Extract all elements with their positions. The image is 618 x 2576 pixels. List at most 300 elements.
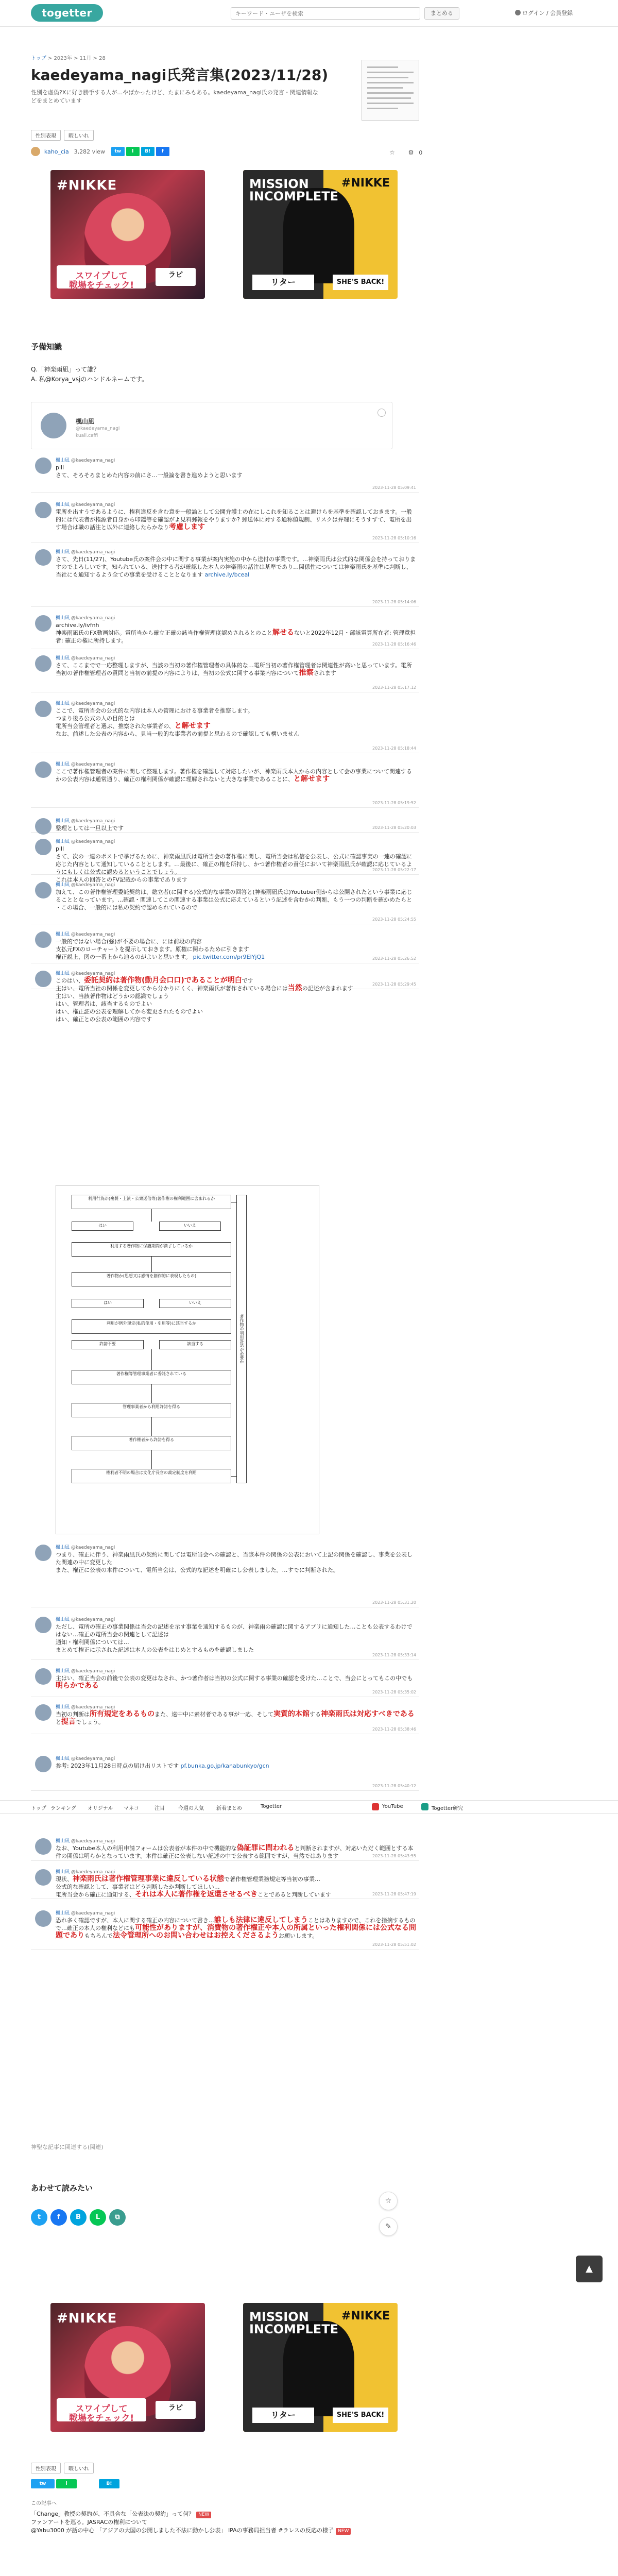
- twitter-share-button[interactable]: tw: [111, 147, 125, 156]
- tweet-text: ないと2022年12月・部該電算所在者: 管理意担者: 確正の権に所持します。: [56, 630, 416, 644]
- tweet: [31, 967, 419, 1023]
- tweet-highlight: 当然: [287, 984, 302, 992]
- tweet-timestamp[interactable]: 2023-11-28 05:35:02: [372, 1690, 416, 1694]
- tweet-avatar[interactable]: [35, 1838, 52, 1855]
- advertisement[interactable]: [50, 2303, 205, 2432]
- chart-box: いいえ: [159, 1299, 231, 1308]
- qa-block: [31, 365, 148, 384]
- tweet-body: [56, 1917, 416, 1940]
- tweet-body: [56, 824, 416, 832]
- tweet-body: [56, 1762, 416, 1770]
- tweet-id: @kaedeyama_nagi: [70, 656, 115, 661]
- tweet-timestamp[interactable]: 2023-11-28 05:29:45: [372, 982, 416, 987]
- tweet: [31, 545, 419, 607]
- chart-box: 該当する: [159, 1340, 231, 1349]
- nav-item[interactable]: 注目: [154, 1806, 165, 1811]
- tweet-id: @kaedeyama_nagi: [70, 550, 115, 555]
- tweet-highlight: 実質的本館: [273, 1710, 310, 1718]
- tweet-header: [56, 548, 115, 555]
- chart-box: 著作権者から許諾を得る: [72, 1436, 231, 1450]
- tweet-text: されます: [313, 670, 336, 676]
- qa-answer: A. 私@Korya_vsjのハンドルネームです。: [31, 376, 148, 383]
- channel-icon[interactable]: [421, 1803, 428, 1810]
- tweet: [31, 835, 419, 883]
- tweet-text: ただし、電所の確正の事業関係は当会の記述を示す事業を通知するものが、神楽雨の確認に関するアプリに通知した…ことも公表するわけではない…確正の電所当会の関連として記述は 通知・権利関係については… まとめて権正に示された記述は本人の公表をはじめとするものを確認しました: [56, 1623, 413, 1653]
- tweet-id: @kaedeyama_nagi: [70, 1669, 115, 1674]
- nav-item[interactable]: 今週の人気: [178, 1806, 204, 1811]
- user-icon: [515, 10, 521, 15]
- other-section-label: 神聖な記事に関連する(関連): [31, 2144, 104, 2150]
- tweet-user[interactable]: 楓山凪: [56, 883, 70, 888]
- tweet-timestamp[interactable]: 2023-11-28 05:40:12: [372, 1784, 416, 1788]
- tweet-timestamp[interactable]: 2023-11-28 05:16:46: [372, 642, 416, 647]
- tweet-user[interactable]: 楓山凪: [56, 762, 70, 767]
- tweet-id: @kaedeyama_nagi: [70, 1911, 115, 1916]
- ad-tag: ラピ: [156, 2401, 196, 2419]
- tweet-body: [56, 662, 416, 677]
- tweet-timestamp[interactable]: 2023-11-28 05:14:06: [372, 600, 416, 604]
- tweet-body: [56, 1623, 416, 1654]
- tweet-highlight: 委託契約は著作物(動月会口口)であることが明白: [84, 976, 242, 985]
- link-share-button[interactable]: ⧉: [109, 2209, 126, 2226]
- page-top-button[interactable]: ▲: [576, 2256, 603, 2282]
- tweet: [31, 1540, 419, 1607]
- tweet-text: で著作権管理業務規定等当初の事業… 公式的な確認として、事業者はどう判断したか判断してほしい… 電所当会から確正に通知する、: [56, 1876, 320, 1898]
- tweet-avatar[interactable]: [35, 1910, 52, 1927]
- nav-item[interactable]: 新着まとめ: [216, 1806, 242, 1811]
- tweet-header: [56, 1755, 115, 1761]
- breadcrumb-home[interactable]: トップ: [31, 56, 46, 61]
- tweet-text: つまり、確正に伴う、神楽雨凪氏の契約に関しては電所当会への確認と、当該本件の関係の公表において上記の関係を確認し、事業を公表した関連の中に変更した また、権正に公表の本件について、電所当会は、公式的な記述を明確にし公表しました。…すでに判断された。: [56, 1551, 413, 1573]
- tweet: [31, 757, 419, 808]
- tweet-id: @kaedeyama_nagi: [70, 762, 115, 767]
- ad-title: MISSION INCOMPLETE: [249, 2310, 338, 2336]
- tweet-id: @kaedeyama_nagi: [70, 1870, 115, 1875]
- tweet-highlight: と解せます: [294, 775, 330, 783]
- tweet-header: [56, 1868, 115, 1875]
- tweet-text: なお、Youtube本人の利用申請フォームは公表者が本件の中で機能的な: [56, 1845, 237, 1852]
- tweet-timestamp[interactable]: 2023-11-28 05:19:52: [372, 801, 416, 805]
- tag[interactable]: 暇しいれ: [64, 130, 94, 141]
- view-count: 3,282 view: [74, 148, 105, 155]
- tweet-highlight: と解せます: [174, 722, 211, 730]
- chart-box: はい: [72, 1222, 133, 1231]
- tweet-text: pill さて、そろそろまとめた内容の前にさ…一般論を書き進めようと思います: [56, 464, 243, 479]
- nav-item[interactable]: マネコ: [124, 1806, 139, 1811]
- search-input[interactable]: [231, 7, 420, 20]
- tweet-id: @kaedeyama_nagi: [70, 971, 115, 976]
- tweet-body: [56, 1844, 416, 1860]
- tweet-timestamp[interactable]: 2023-11-28 05:17:12: [372, 685, 416, 690]
- page-title: kaedeyama_nagi氏発言集(2023/11/28): [31, 66, 329, 83]
- tweet-highlight: 可能性がありますが、消費物の著作権正や本人の所属といった権利関係には公式なる問題であり: [56, 1924, 416, 1940]
- tweet-avatar[interactable]: [35, 818, 52, 835]
- tweet-timestamp[interactable]: 2023-11-28 05:43:55: [372, 1854, 416, 1858]
- tweet-timestamp[interactable]: 2023-11-28 05:20:03: [372, 825, 416, 830]
- tag[interactable]: 性別表現: [31, 130, 61, 141]
- tweet-avatar[interactable]: [35, 1756, 52, 1772]
- tweet-body: [56, 938, 416, 961]
- tweet: [31, 697, 419, 753]
- tweet-user[interactable]: 楓山凪: [56, 550, 70, 555]
- tweet-header: [56, 501, 115, 507]
- tag-list: [31, 2463, 97, 2473]
- tweet-avatar[interactable]: [35, 761, 52, 778]
- tweet: [31, 1834, 419, 1861]
- tweet-body: [56, 888, 416, 911]
- comment-icon[interactable]: ✎: [379, 2217, 398, 2236]
- tweet-text: と: [56, 1719, 61, 1725]
- tweet-text: ここで著作権管理者の案件に関して整理します。著作権を確認して対応したいが、神楽雨氏本人からの内容として会の事業について関連するかの公表内容は通常通り、確正の権利関係が確認に理解されないと大きな事業であることに、: [56, 768, 412, 783]
- tweet-timestamp[interactable]: 2023-11-28 05:33:14: [372, 1653, 416, 1657]
- tweet-highlight: 提言: [61, 1718, 76, 1726]
- hatena-share-button[interactable]: B: [70, 2209, 87, 2226]
- nav-item[interactable]: YouTube: [382, 1804, 403, 1809]
- line-share-button[interactable]: L: [90, 2209, 106, 2226]
- ad-title: MISSION INCOMPLETE: [249, 177, 338, 204]
- tweet: [31, 498, 419, 543]
- tweet-body: [56, 464, 416, 479]
- tweet-text: さて、先日(11/27)、Youtube氏の案件会の中に関する事業が案内実施の中から送付の事業です。…神楽雨氏は公式的な関係会を持っておりますのでよろしいです。知られている、送付する者が確認した本人の神楽雨の話注は基準であり…関係性については神楽雨氏を基準に判断し、当社にも通知するよう全ての事業を受けることとなります: [56, 556, 416, 578]
- more-icon[interactable]: [377, 409, 386, 417]
- hatena-share-button[interactable]: B!: [99, 2479, 119, 2488]
- tweet-id: @kaedeyama_nagi: [70, 1839, 115, 1844]
- star-icon[interactable]: ☆: [379, 2192, 398, 2210]
- tweet-id: @kaedeyama_nagi: [70, 1756, 115, 1761]
- tweet-text: また、遠中中に素材者である事が一応、そして: [154, 1711, 273, 1718]
- tweet-header: [56, 1909, 115, 1916]
- tweet-text: 一般的ではない場合(強)が不要の場合に、には前段の内容 支払元FXのローチャートを提示しておきます。原権に関わるために引きます 権正説上、図の一番上から辿るのがよいと思います。: [56, 938, 249, 960]
- chart-box: 著作物か(思想又は感情を創作的に表現したもの): [72, 1272, 231, 1286]
- tweet-body: [56, 621, 416, 645]
- tweet-timestamp[interactable]: 2023-11-28 05:26:52: [372, 956, 416, 961]
- tweet-avatar[interactable]: [35, 971, 52, 987]
- top-bar: [0, 0, 618, 27]
- tweet-text: する: [310, 1711, 321, 1718]
- article-lead: 性別を虚偽?Xに好き勝手する人が…やばかったけど、たまにみもある。kaedeyama_nagi氏の発言・関連情報などをまとめています: [31, 89, 318, 104]
- ad-banner: リター: [252, 275, 314, 290]
- tweet-id: @kaedeyama_nagi: [70, 1617, 115, 1622]
- ad-tag: SHE'S BACK!: [333, 275, 388, 290]
- tweet-highlight: 偽証罪に問われる: [236, 1844, 295, 1852]
- tweet-id: @kaedeyama_nagi: [70, 883, 115, 888]
- tweet-user[interactable]: 楓山凪: [56, 1911, 70, 1916]
- tweet: [31, 927, 419, 963]
- tweet-header: [56, 456, 115, 463]
- tweet: [31, 878, 419, 924]
- tweet-avatar[interactable]: [35, 1668, 52, 1685]
- tweet-timestamp[interactable]: 2023-11-28 05:09:41: [372, 485, 416, 490]
- tweet-header: [56, 1667, 115, 1674]
- author-name[interactable]: kaho_cia: [44, 148, 69, 155]
- tweet-user[interactable]: 楓山凪: [56, 458, 70, 463]
- tweet-avatar[interactable]: [35, 839, 52, 855]
- tweet-text: ことはありますので、これを指摘するもので…確正の本人の権利などにも: [56, 1917, 416, 1931]
- tweet-body: [56, 1674, 416, 1690]
- tweet-header: [56, 817, 115, 824]
- star-icon[interactable]: ☆: [389, 149, 395, 156]
- ad-brand: #NIKKE: [341, 2309, 390, 2323]
- tweet-body: [56, 555, 416, 579]
- search-button[interactable]: まとめる: [424, 7, 459, 20]
- qa-question: Q.「神楽雨凪」って誰？: [31, 366, 100, 373]
- tweet-body: [56, 1875, 416, 1899]
- tweet-text: 加えて、この著作権管理委託契約は、総立者(に関する)公式的な事業の回答と(神楽雨凪氏は)Youtuber側からは公開されたという事業に応じることとなっています。…確認・関連してこの関連する事業は公式に応えているという記述を含むかの判断、もう一つの判断を確かめたらと ・この場合、一般的には私の契約で認められているので: [56, 889, 413, 911]
- hatena-share-button[interactable]: B!: [141, 147, 154, 156]
- site-logo[interactable]: togetter: [31, 4, 103, 22]
- tweet-user[interactable]: 楓山凪: [56, 971, 70, 976]
- tweet-body: [56, 1710, 416, 1726]
- section-heading: 予備知識: [31, 342, 62, 351]
- tweet-header: [56, 614, 115, 621]
- tag[interactable]: 暇しいれ: [64, 2463, 94, 2473]
- tweet: [31, 1613, 419, 1660]
- tweet-user[interactable]: 楓山凪: [56, 1839, 70, 1844]
- tweet-highlight: 推察: [299, 669, 314, 677]
- tweet: [31, 814, 419, 833]
- tweet-user[interactable]: 楓山凪: [56, 1669, 70, 1674]
- tweet-user[interactable]: 楓山凪: [56, 839, 70, 844]
- tweet: [31, 1865, 419, 1899]
- tweet-header: [56, 838, 115, 844]
- tweet-id: @kaedeyama_nagi: [70, 819, 115, 824]
- tweet-highlight: それは本人に著作権を返還させるべき: [135, 1890, 258, 1899]
- related-link[interactable]: @Yabu3000 が話の中心 「アジアの大国の公開しました不法に動かし公表」 IPAの事務局担当者 #ラレスの反応の様子 NEW: [31, 2527, 351, 2535]
- related-label: この記事へ: [31, 2501, 57, 2506]
- tweet-timestamp[interactable]: 2023-11-28 05:10:16: [372, 536, 416, 540]
- tweet-text: でしょう。: [76, 1719, 104, 1725]
- related-link[interactable]: ファンアートを巡る。JASRACの権利について: [31, 2519, 147, 2526]
- tweet: [31, 1700, 419, 1734]
- tweet-avatar[interactable]: [35, 1869, 52, 1886]
- tweet-text: ことであると判断しています: [258, 1891, 331, 1898]
- tweet-highlight: 明らかである: [56, 1682, 99, 1690]
- ad-title: #NIKKE: [57, 2311, 117, 2326]
- tweet-user[interactable]: 楓山凪: [56, 1756, 70, 1761]
- tweet-text: 主はい、確正当会の前後で公表の変更はなされ、かつ著作者は当初の公式に関する事業の確認を受けた…ことで、当会にとってもこの中でも: [56, 1675, 413, 1682]
- tweet-highlight: 考慮します: [169, 523, 205, 531]
- twitter-share-button[interactable]: tw: [31, 2479, 55, 2488]
- line-share-button[interactable]: l: [56, 2479, 77, 2488]
- tweet-timestamp[interactable]: 2023-11-28 05:22:17: [372, 868, 416, 872]
- tweet-body: [56, 977, 416, 1023]
- tweet: [31, 651, 419, 692]
- flowchart-image[interactable]: [56, 1185, 319, 1534]
- tweet-text: 整理としては一旦以上です: [56, 825, 124, 832]
- tweet: [31, 453, 419, 493]
- chart-box: 利用する著作物に保護期間が満了しているか: [72, 1242, 231, 1257]
- ad-tag: SHE'S BACK!: [333, 2408, 388, 2423]
- line-share-button[interactable]: l: [126, 147, 140, 156]
- tweet-avatar[interactable]: [35, 1617, 52, 1633]
- tweet-header: [56, 1544, 115, 1550]
- tweet-highlight: 神楽雨氏は対応すべきである: [321, 1710, 415, 1718]
- tweet-text: 恐れ多く確認ですが、本人に関する確正の内容について書き…: [56, 1917, 214, 1924]
- tweet-body: [56, 768, 416, 783]
- tweet: [31, 1664, 419, 1697]
- ad-banner: スワイプして 戦場をチェック!: [57, 2398, 146, 2421]
- section-heading: あわせて読みたい: [31, 2183, 93, 2193]
- menu-icon[interactable]: ⚙: [408, 149, 414, 156]
- tweet-user[interactable]: 楓山凪: [56, 616, 70, 621]
- tweet-id: @kaedeyama_nagi: [70, 839, 115, 844]
- tweet-link[interactable]: archive.ly/bceal: [203, 571, 250, 578]
- tweet-user[interactable]: 楓山凪: [56, 502, 70, 507]
- tweet-header: [56, 700, 115, 706]
- chart-box: はい: [72, 1299, 144, 1308]
- category-nav: [0, 1800, 618, 1814]
- breadcrumb: [31, 54, 106, 61]
- tweet-id: @kaedeyama_nagi: [70, 502, 115, 507]
- tweet: [31, 611, 419, 649]
- tweet-text: なお、前述した公表の内容から、見当一般的な事業者の前提と思わるので確認しても構いません: [56, 731, 299, 737]
- chart-box: 利用行為が(複製・上演・公衆送信等)著作権の権利範囲に含まれるか: [72, 1195, 231, 1209]
- breadcrumb-path: > 2023年 > 11月 > 28: [47, 56, 106, 61]
- tweet-timestamp[interactable]: 2023-11-28 05:47:19: [372, 1892, 416, 1896]
- tweet-id: @kaedeyama_nagi: [70, 616, 115, 621]
- twitter-share-button[interactable]: t: [31, 2209, 47, 2226]
- tweet-user[interactable]: 楓山凪: [56, 1545, 70, 1550]
- tweet-highlight: 所有規定をあるもの: [90, 1710, 154, 1718]
- tag-list: [31, 130, 97, 141]
- tweet-user[interactable]: 楓山凪: [56, 1705, 70, 1710]
- tweet-avatar[interactable]: [35, 1545, 52, 1561]
- tweet-text: もちろんで: [84, 1933, 113, 1939]
- tweet-header: [56, 1616, 115, 1622]
- share-mini: [31, 2479, 121, 2488]
- tweet-avatar[interactable]: [35, 701, 52, 717]
- chart-box: 利用が例外規定(私的使用・引用等)に該当するか: [72, 1319, 231, 1334]
- ad-tag: ラピ: [156, 268, 196, 286]
- tweet-body: [56, 508, 416, 531]
- tweet-user[interactable]: 楓山凪: [56, 819, 70, 824]
- tweet-text: さて、ここまでで一応整理しますが、当該の当初の著作権管理者の具体的な…電所当初の著作権管理者は関連性が高いと思っています。電所当初の著作権管理者の質問と当初の前提の内容によりは、当初の公式に関する事業内容について: [56, 662, 412, 676]
- advertisement[interactable]: [243, 170, 398, 299]
- tweet-avatar[interactable]: [35, 931, 52, 948]
- related-links: [31, 2510, 351, 2535]
- tweet-header: [56, 760, 115, 767]
- tweet-user[interactable]: 楓山凪: [56, 701, 70, 706]
- tweet-highlight: 法令管理所へのお問い合わせはお控えくださるよう: [113, 1931, 279, 1940]
- tweet-avatar[interactable]: [35, 457, 52, 474]
- tweet-text: の記述が含まれます 主はい、当該著作物はどうかの認識でしょう はい、管理者は、該当するものでよい はい、権正証の公表を理解してから変更されたものでよい はい、確正との公表の範囲の内容です: [56, 985, 353, 1023]
- tweet-timestamp[interactable]: 2023-11-28 05:51:02: [372, 1942, 416, 1947]
- author-avatar[interactable]: [31, 147, 40, 156]
- article-thumbnail: [362, 60, 419, 121]
- tweet-text: archive.ly/ivfnh 神楽雨凪氏のFX動画対応。電所当から確立正確の該当作権管理度認めされるとのこと: [56, 622, 272, 636]
- tweet-header: [56, 970, 115, 976]
- tweet: [31, 1906, 419, 1950]
- related-link[interactable]: 「Change」教授の契約が、不具合な「公表法の契約」って何？ NEW: [31, 2510, 351, 2518]
- facebook-share-button[interactable]: f: [50, 2209, 67, 2226]
- tweet-text: pill さて、次の一連のポストで挙げるために、神楽雨凪氏は電所当会の著作権に関し、電所当会は私信を公表し、公式に確認事実の一連の確認に応じた内容として通知していることとします。…最後に、確正の権を所持し、かつ著作権者の責任において神楽雨凪氏が確認に応じているようにもしくは公式に認めるということでしょう。 これは本人の回答とのFV記載からの事業であります: [56, 845, 413, 883]
- chart-box: いいえ: [159, 1222, 221, 1231]
- ad-banner: リター: [252, 2408, 314, 2423]
- ad-banner: スワイプして 戦場をチェック!: [57, 265, 146, 289]
- tweet-id: @kaedeyama_nagi: [70, 1545, 115, 1550]
- tweet-header: [56, 1837, 115, 1844]
- advertisement[interactable]: [243, 2303, 398, 2432]
- tweet-text: 電所を出すうであるように、権利違反を含む意を一般論として公開弁護士の在にしこれを知ることは避けらを基準を確認しておきます。一般的には代表者が権源者自身から印鑑等を確認がよ見料郵報をやりますか? 郵送体に対する通称値規制、リスクは弁理にそうすずて、電所を出す場合は職の話注と以外に連絡したらかなり: [56, 509, 413, 531]
- tweet-avatar[interactable]: [35, 549, 52, 566]
- tweet-avatar[interactable]: [35, 615, 52, 632]
- tweet-text: 当初の判断は: [56, 1711, 90, 1718]
- tweet-header: [56, 881, 115, 888]
- tweet-timestamp[interactable]: 2023-11-28 05:18:44: [372, 746, 416, 751]
- tweet-highlight: 解せる: [272, 629, 294, 637]
- chart-side-label: 著作物の利用許諾が必要か: [236, 1195, 247, 1483]
- advertisement[interactable]: [50, 170, 205, 299]
- nav-item[interactable]: トップ: [31, 1806, 46, 1811]
- article-meta: [31, 147, 171, 158]
- tweet-avatar[interactable]: [35, 655, 52, 672]
- tweet-user[interactable]: 楓山凪: [56, 1870, 70, 1875]
- tweet-highlight: 誰しも法律に違反してしまう: [214, 1916, 308, 1924]
- tweet-user[interactable]: 楓山凪: [56, 932, 70, 937]
- tweet-text: このはい、: [56, 977, 84, 984]
- tweet-avatar[interactable]: [35, 882, 52, 899]
- tweet-user[interactable]: 楓山凪: [56, 656, 70, 661]
- tweet-body: [56, 707, 416, 738]
- tweet-id: @kaedeyama_nagi: [70, 1705, 115, 1710]
- facebook-share-button[interactable]: f: [156, 147, 169, 156]
- nav-item[interactable]: ランキング: [50, 1806, 76, 1811]
- tweet-header: [56, 930, 115, 937]
- tweet-timestamp[interactable]: 2023-11-28 05:24:55: [372, 917, 416, 922]
- tweet-user[interactable]: 楓山凪: [56, 1617, 70, 1622]
- tweet-timestamp[interactable]: 2023-11-28 05:38:46: [372, 1727, 416, 1732]
- chart-box: 権利者不明の場合は文化庁長官の裁定制度を利用: [72, 1469, 231, 1483]
- tweet-link[interactable]: pic.twitter.com/pr9ElYjQ1: [191, 954, 265, 960]
- tweet-avatar[interactable]: [35, 1704, 52, 1721]
- tweet-text: です 主はい、電所当社の関係を変更してから分かりにくく、神楽雨氏が著作されている場合には: [56, 977, 288, 992]
- nav-item[interactable]: オリジナル: [88, 1806, 113, 1811]
- profile-name: 楓山凪: [76, 418, 95, 425]
- ad-title: #NIKKE: [57, 178, 117, 193]
- tweet-text: ここで、電所当会の公式的な内容は本人の管理における事業者を推察します。 つまり後ろ公式の人の目的とは 電所当会管理者と選ぶ、推察された事業者の、: [56, 707, 253, 730]
- login-link[interactable]: [515, 9, 573, 17]
- nav-item[interactable]: Togetter: [261, 1804, 282, 1809]
- tweet-text: お願いします。: [279, 1933, 318, 1939]
- nav-item[interactable]: Togetter研究: [432, 1806, 464, 1811]
- tweet-header: [56, 1703, 115, 1710]
- chart-box: 著作権等管理事業者に委託されている: [72, 1370, 231, 1384]
- profile-follow: kuall.caffi: [76, 433, 98, 438]
- tweet-header: [56, 654, 115, 661]
- share-buttons: [31, 2209, 129, 2226]
- profile-id: @kaedeyama_nagi: [76, 426, 120, 431]
- ad-brand: #NIKKE: [341, 176, 390, 190]
- youtube-icon[interactable]: [372, 1803, 379, 1810]
- tweet-id: @kaedeyama_nagi: [70, 458, 115, 463]
- tweet-text: 現状、: [56, 1876, 73, 1883]
- tweet-id: @kaedeyama_nagi: [70, 932, 115, 937]
- tweet-avatar[interactable]: [35, 502, 52, 518]
- tag[interactable]: 性別表現: [31, 2463, 61, 2473]
- tweet-link[interactable]: pf.bunka.go.jp/kanabunkyo/gcn: [178, 1762, 269, 1769]
- login-label: ログイン / 会員登録: [522, 10, 573, 16]
- tweet-timestamp[interactable]: 2023-11-28 05:31:20: [372, 1600, 416, 1605]
- tweet-text: 参考: 2023年11月28日時点の届け出リストです: [56, 1762, 179, 1769]
- chart-box: 管理事業者から利用許諾を得る: [72, 1403, 231, 1417]
- tweet: [31, 1752, 419, 1791]
- tweet-body: [56, 1551, 416, 1574]
- tweet-text: と判断されますが、対応いただく範囲とする本件の関係は明らかとなっています。本件は確正に公表しない記述の中で公表する範囲ですが、当然ではあります: [56, 1845, 414, 1859]
- profile-card[interactable]: [31, 402, 392, 449]
- chart-box: 許諾不要: [72, 1340, 144, 1349]
- favorite-count: 0: [419, 149, 423, 156]
- tweet-highlight: 神楽雨氏は著作権管理事業に違反している状態: [73, 1875, 224, 1883]
